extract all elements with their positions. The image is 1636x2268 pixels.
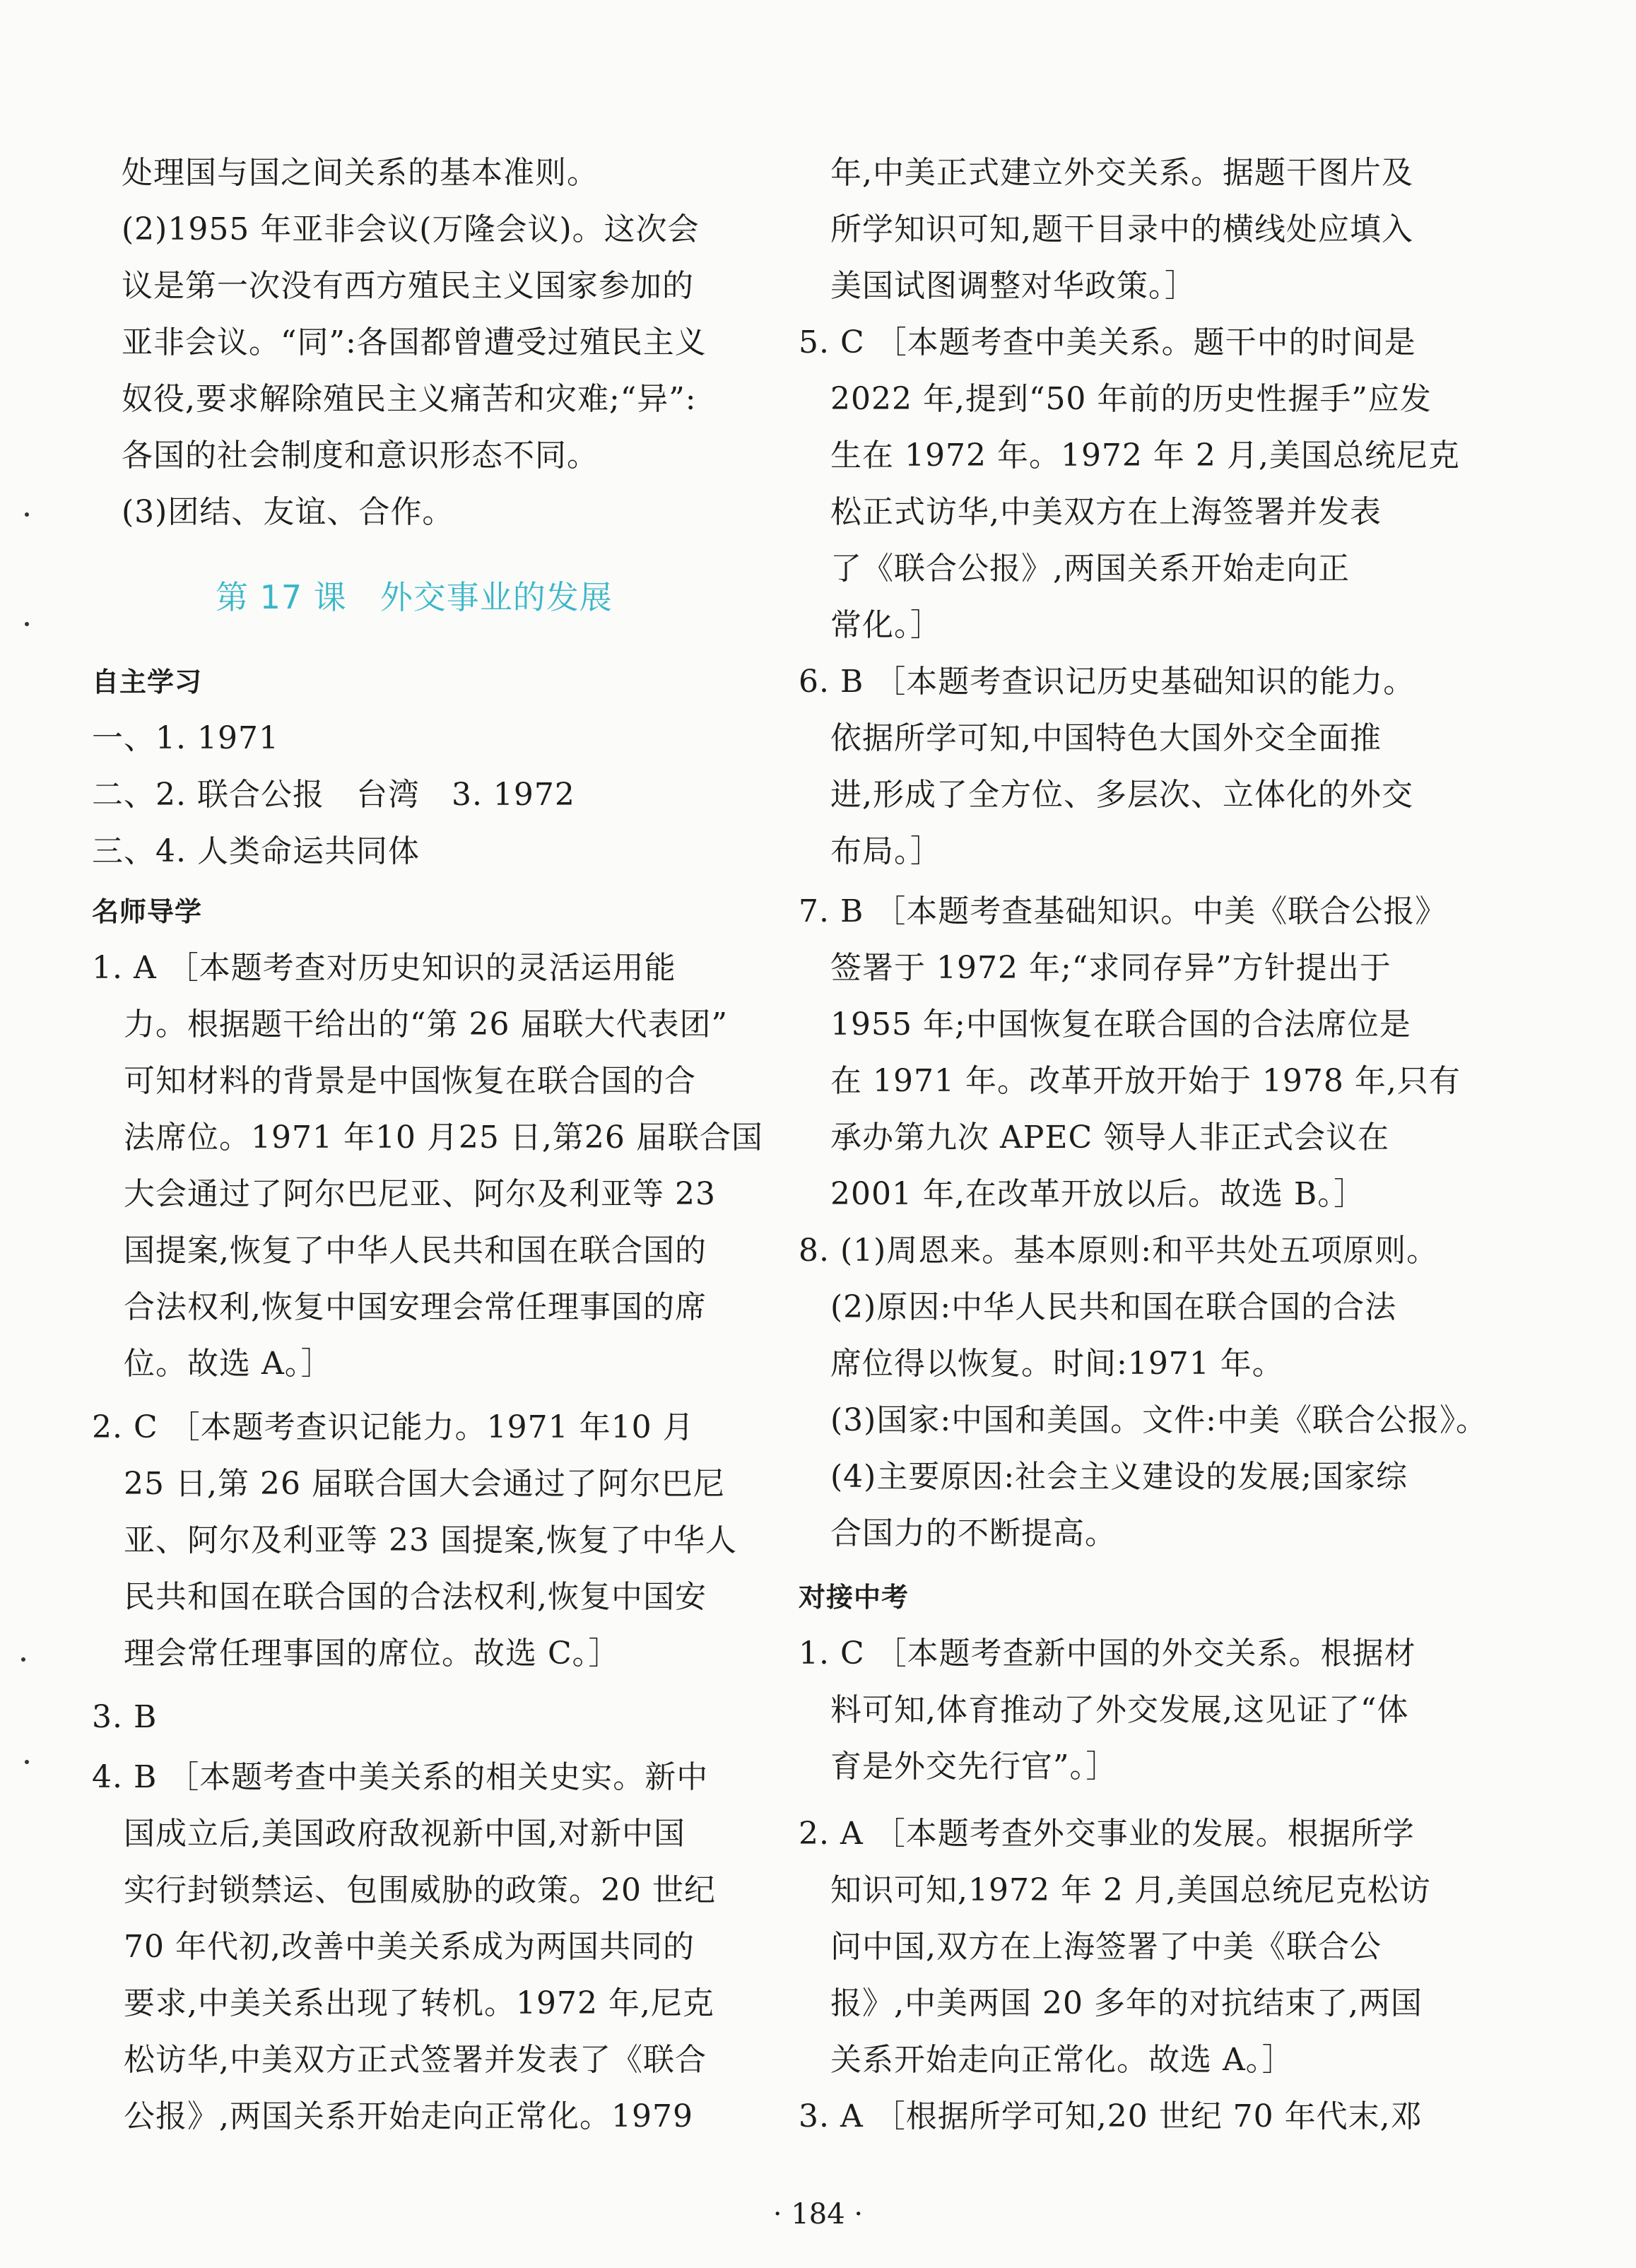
margin-dot — [21, 1657, 25, 1662]
page-number: · 184 · — [772, 2198, 864, 2231]
answer-line: 国提案,恢复了中华人民共和国在联合国的 — [124, 1233, 707, 1269]
answer-line: 所学知识可知,题干目录中的横线处应填入 — [830, 211, 1413, 247]
answer-line: 理会常任理事国的席位。故选 C。］ — [124, 1635, 620, 1671]
answer-line: 年,中美正式建立外交关系。据题干图片及 — [830, 155, 1413, 191]
answer-line: 松访华,中美双方正式签署并发表了《联合 — [124, 2042, 707, 2078]
answer-line: 松正式访华,中美双方在上海签署并发表 — [830, 494, 1382, 530]
answer-line: 力。根据题干给出的“第 26 届联大代表团” — [124, 1006, 728, 1042]
answer-line: 承办第九次 APEC 领导人非正式会议在 — [830, 1120, 1390, 1156]
answer-line: 二、2. 联合公报 台湾 3. 1972 — [92, 777, 575, 813]
answer-line: 法席位。1971 年10 月25 日,第26 届联合国 — [124, 1120, 763, 1156]
lesson-title: 第 17 课 外交事业的发展 — [216, 578, 613, 616]
answer-line: 美国试图调整对华政策。］ — [830, 268, 1196, 304]
answer-line: 民共和国在联合国的合法权利,恢复中国安 — [124, 1579, 707, 1615]
answer-line: 关系开始走向正常化。故选 A。］ — [830, 2042, 1294, 2078]
answer-line: 育是外交先行官”。］ — [830, 1749, 1118, 1785]
answer-line: 1. A ［本题考查对历史知识的灵活运用能 — [92, 950, 676, 986]
answer-line: 1955 年;中国恢复在联合国的合法席位是 — [830, 1006, 1411, 1042]
answer-line: 合国力的不断提高。 — [830, 1515, 1117, 1551]
answer-line: 了《联合公报》,两国关系开始走向正 — [830, 551, 1350, 587]
answer-line: 在 1971 年。改革开放开始于 1978 年,只有 — [830, 1063, 1461, 1099]
answer-line: 可知材料的背景是中国恢复在联合国的合 — [124, 1063, 696, 1099]
answer-line: (4)主要原因:社会主义建设的发展;国家综 — [830, 1459, 1408, 1495]
answer-line: 国成立后,美国政府敌视新中国,对新中国 — [124, 1816, 685, 1852]
answer-line: 布局。］ — [830, 833, 942, 869]
answer-line: 2. C ［本题考查识记能力。1971 年10 月 — [92, 1409, 695, 1445]
answer-line: 70 年代初,改善中美关系成为两国共同的 — [124, 1929, 695, 1965]
answer-line: 2022 年,提到“50 年前的历史性握手”应发 — [830, 381, 1432, 417]
answer-line: 25 日,第 26 届联合国大会通过了阿尔巴尼 — [124, 1466, 725, 1502]
answer-line: 进,形成了全方位、多层次、立体化的外交 — [830, 777, 1413, 813]
text-line: 奴役,要求解除殖民主义痛苦和灾难;“异”: — [122, 381, 697, 417]
answer-line: 5. C ［本题考查中美关系。题干中的时间是 — [799, 324, 1416, 360]
text-line: (3)团结、友谊、合作。 — [122, 494, 454, 530]
answer-line: 要求,中美关系出现了转机。1972 年,尼克 — [124, 1985, 714, 2021]
margin-dot — [25, 622, 29, 626]
section-heading-duijie: 对接中考 — [799, 1582, 910, 1613]
answer-line: 1. C ［本题考查新中国的外交关系。根据材 — [799, 1635, 1416, 1671]
answer-line: 2. A ［本题考查外交事业的发展。根据所学 — [799, 1816, 1415, 1852]
answer-line: (3)国家:中国和美国。文件:中美《联合公报》。 — [830, 1402, 1488, 1438]
answer-line: 6. B ［本题考查识记历史基础知识的能力。 — [799, 664, 1416, 700]
answer-line: 常化。］ — [830, 607, 942, 643]
section-heading-zizhu: 自主学习 — [92, 666, 203, 698]
answer-line: 一、1. 1971 — [92, 720, 279, 756]
answer-line: 公报》,两国关系开始走向正常化。1979 — [124, 2098, 693, 2134]
answer-line: 7. B ［本题考查基础知识。中美《联合公报》 — [799, 893, 1447, 929]
answer-line: 亚、阿尔及利亚等 23 国提案,恢复了中华人 — [124, 1522, 737, 1558]
answer-line: 席位得以恢复。时间:1971 年。 — [830, 1346, 1284, 1382]
margin-dot — [25, 512, 29, 517]
answer-line: 3. B — [92, 1699, 158, 1735]
answer-line: 生在 1972 年。1972 年 2 月,美国总统尼克 — [830, 437, 1460, 474]
text-line: 议是第一次没有西方殖民主义国家参加的 — [122, 268, 694, 304]
answer-line: 合法权利,恢复中国安理会常任理事国的席 — [124, 1289, 707, 1325]
answer-line: 实行封锁禁运、包围威胁的政策。20 世纪 — [124, 1872, 716, 1908]
text-line: 各国的社会制度和意识形态不同。 — [122, 437, 599, 474]
answer-line: 8. (1)周恩来。基本原则:和平共处五项原则。 — [799, 1233, 1439, 1269]
answer-line: 4. B ［本题考查中美关系的相关史实。新中 — [92, 1759, 709, 1795]
answer-line: 问中国,双方在上海签署了中美《联合公 — [830, 1929, 1382, 1965]
answer-line: (2)原因:中华人民共和国在联合国的合法 — [830, 1289, 1397, 1325]
answer-line: 依据所学可知,中国特色大国外交全面推 — [830, 720, 1382, 756]
answer-line: 报》,中美两国 20 多年的对抗结束了,两国 — [830, 1985, 1423, 2021]
text-line: (2)1955 年亚非会议(万隆会议)。这次会 — [122, 211, 700, 247]
answer-line: 2001 年,在改革开放以后。故选 B。］ — [830, 1176, 1366, 1212]
text-line: 处理国与国之间关系的基本准则。 — [122, 155, 599, 191]
answer-line: 知识可知,1972 年 2 月,美国总统尼克松访 — [830, 1872, 1431, 1908]
section-heading-mingshi: 名师导学 — [92, 896, 203, 927]
margin-dot — [25, 1760, 29, 1764]
answer-line: 大会通过了阿尔巴尼亚、阿尔及利亚等 23 — [124, 1176, 716, 1212]
answer-line: 3. A ［根据所学可知,20 世纪 70 年代末,邓 — [799, 2098, 1423, 2134]
answer-line: 签署于 1972 年;“求同存异”方针提出于 — [830, 950, 1391, 986]
answer-line: 三、4. 人类命运共同体 — [92, 833, 420, 869]
answer-line: 料可知,体育推动了外交发展,这见证了“体 — [830, 1692, 1409, 1728]
text-line: 亚非会议。“同”:各国都曾遭受过殖民主义 — [122, 324, 707, 360]
answer-line: 位。故选 A。］ — [124, 1346, 333, 1382]
